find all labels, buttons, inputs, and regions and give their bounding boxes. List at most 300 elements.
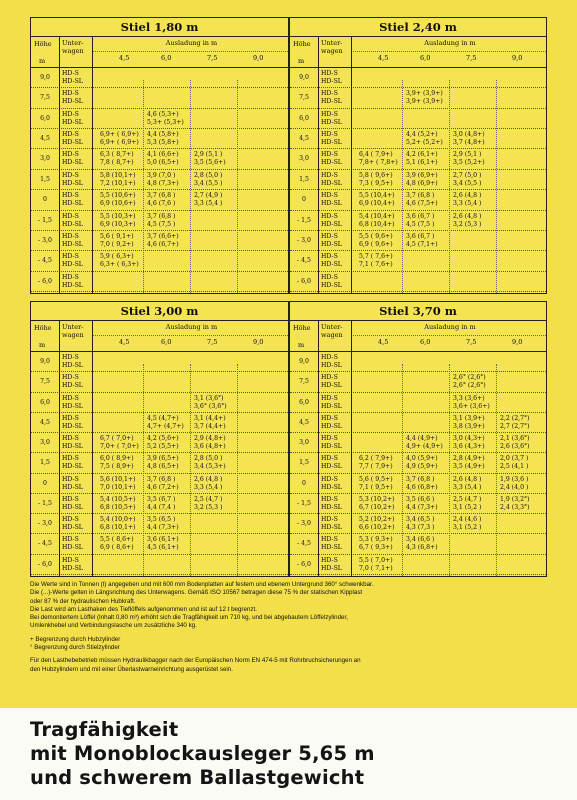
height-value: - 4,5	[297, 540, 311, 548]
header-radius: 9,0	[512, 338, 523, 346]
capacity-cell	[453, 395, 490, 411]
capacity-value: 3,5 (6,7 )	[147, 495, 176, 503]
undercarriage-type: HD-S	[62, 131, 79, 139]
undercarriage-type: HD-S	[321, 435, 338, 443]
table-body	[31, 68, 288, 292]
undercarriage-type: HD-S	[321, 556, 338, 564]
undercarriage-type: HD-S	[62, 192, 79, 200]
capacity-value: 3,0 (4,3+)	[453, 435, 485, 443]
capacity-cell	[194, 172, 222, 188]
table-row	[31, 211, 288, 231]
capacity-value: 6,3 ( 8,7+)	[100, 151, 134, 159]
capacity-value: 2,4 (4,0 )	[500, 483, 529, 491]
note-line: Die Werte sind in Tonnen (t) angegeben und mit 600 mm Bodenplatten auf festem und ebenem Untergrund 360° schwenkbar.	[30, 581, 374, 588]
capacity-value: 2,8 (4,9+)	[453, 455, 485, 463]
undercarriage-type: HD-S	[321, 495, 338, 503]
undercarriage-type: HD-S	[321, 354, 338, 361]
capacity-value: 3,5 (5,2+)	[453, 159, 485, 167]
capacity-cell	[500, 455, 528, 471]
capacity-cell	[147, 516, 179, 532]
capacity-value: 4,4 (7,3+)	[147, 524, 179, 532]
undercarriage-type: HD-S	[62, 253, 79, 261]
capacity-value: 6,9+ ( 6,9+)	[100, 131, 139, 139]
capacity-cell	[147, 476, 179, 492]
height-value: 1,5	[299, 459, 309, 467]
capacity-value: 3,1 (4,4+)	[194, 414, 226, 422]
capacity-value: 5,2+ (5,2+)	[406, 139, 443, 147]
capacity-value: 3,1 (5,2 )	[453, 503, 482, 511]
undercarriage-type: HD-SL	[321, 200, 342, 208]
height-value: - 6,0	[38, 560, 52, 568]
load-table	[30, 301, 289, 577]
undercarriage-type: HD-SL	[62, 118, 83, 126]
undercarriage-cell	[321, 557, 342, 573]
capacity-value: 7,0 ( 9,2+)	[100, 240, 134, 248]
capacity-value: 3,6 (4,8+)	[194, 443, 226, 451]
notes-block	[30, 581, 565, 674]
capacity-cell	[453, 151, 485, 167]
undercarriage-cell	[62, 557, 83, 573]
capacity-cell	[406, 516, 434, 532]
capacity-cell	[406, 131, 443, 147]
undercarriage-cell	[62, 415, 83, 431]
undercarriage-type: HD-S	[321, 131, 338, 139]
undercarriage-type: HD-SL	[62, 382, 83, 390]
capacity-cell	[359, 213, 395, 229]
capacity-value: 5,2 (5,5+)	[147, 443, 179, 451]
capacity-cell	[147, 192, 175, 208]
capacity-value: 2,6 (4,8 )	[453, 212, 482, 220]
capacity-value: 5,2 (10,2+)	[359, 516, 395, 524]
header-unterwagen	[62, 323, 84, 339]
undercarriage-type: HD-SL	[62, 483, 83, 491]
capacity-value: 3,5 (6,5 )	[147, 516, 176, 524]
undercarriage-type: HD-S	[321, 212, 338, 220]
capacity-cell	[194, 415, 226, 431]
header-unit-m: m	[298, 57, 305, 65]
capacity-cell	[406, 233, 438, 249]
header-ausladung: Ausladung in m	[424, 39, 476, 47]
capacity-value: 3,7 (6,8 )	[147, 192, 176, 200]
capacity-value: 4,4 (5,8+)	[147, 131, 179, 139]
capacity-cell	[359, 172, 393, 188]
capacity-value: 2,7 (4,9 )	[194, 192, 223, 200]
undercarriage-type: HD-S	[62, 273, 79, 281]
undercarriage-type: HD-S	[321, 110, 338, 118]
table-body	[290, 352, 546, 575]
height-value: - 3,0	[297, 520, 311, 528]
capacity-cell	[406, 172, 438, 188]
capacity-value: 3,9 (6,9+)	[406, 171, 438, 179]
undercarriage-cell	[62, 131, 83, 147]
undercarriage-type: HD-S	[321, 536, 338, 544]
undercarriage-type: HD-SL	[62, 402, 83, 410]
capacity-value: 4,3 (6,8+)	[406, 544, 438, 552]
table-row	[31, 555, 288, 575]
note-line: Die Last wird am Lasthaken des Tieflöffels aufgenommen und ist auf 12 t begrenzt.	[30, 605, 257, 613]
capacity-value: 4,9+ (4,9+)	[406, 443, 443, 451]
table-row	[290, 272, 546, 292]
height-value: 4,5	[40, 135, 50, 143]
capacity-cell	[359, 455, 393, 471]
undercarriage-type: HD-S	[62, 495, 79, 503]
capacity-value: 3,1 (3,9+)	[453, 414, 485, 422]
capacity-cell	[100, 536, 134, 552]
capacity-value: 5,1 (6,1+)	[406, 159, 438, 167]
undercarriage-cell	[321, 516, 342, 532]
capacity-value: 3,4 (5,5 )	[453, 179, 482, 187]
undercarriage-type: HD-SL	[62, 220, 83, 228]
capacity-value: 7,7 ( 7,9+)	[359, 463, 393, 471]
table-row	[290, 514, 546, 534]
height-value: 3,0	[40, 155, 50, 163]
height-value: 1,5	[40, 175, 50, 183]
undercarriage-type: HD-S	[321, 151, 338, 159]
undercarriage-type: HD-S	[321, 171, 338, 179]
capacity-cell	[406, 151, 438, 167]
undercarriage-type: HD-SL	[321, 483, 342, 491]
header-wagen: wagen	[62, 47, 84, 55]
undercarriage-cell	[321, 455, 342, 471]
height-value: 4,5	[40, 418, 50, 426]
capacity-cell	[100, 192, 136, 208]
capacity-value: 2,7 (5,0 )	[453, 171, 482, 179]
capacity-value: 3,9 (7,0 )	[147, 171, 176, 179]
height-value: 4,5	[299, 418, 309, 426]
capacity-value: 4,8 (6,9+)	[406, 179, 438, 187]
capacity-cell	[194, 151, 226, 167]
header-radius: 6,0	[161, 338, 172, 346]
undercarriage-cell	[321, 253, 342, 269]
height-value: 7,5	[40, 94, 50, 102]
capacity-value: 4,6 (5,3+)	[147, 110, 179, 118]
header-unter: Unter-	[62, 39, 84, 47]
undercarriage-type: HD-SL	[321, 422, 342, 430]
undercarriage-type: HD-SL	[321, 362, 342, 369]
capacity-value: 5,8 ( 9,6+)	[359, 171, 393, 179]
height-value: 6,0	[299, 398, 309, 406]
note-line: Bei demontiertem Löffel (Inhalt 0,80 m³) erhöht sich die Tragfähigkeit um 710 kg, und bei abgebautem Löffelzylinder,	[30, 614, 348, 622]
capacity-cell	[453, 192, 481, 208]
undercarriage-type: HD-S	[62, 536, 79, 544]
capacity-value: 5,5 ( 8,6+)	[100, 536, 134, 544]
undercarriage-type: HD-SL	[321, 98, 342, 106]
undercarriage-type: HD-S	[62, 90, 79, 98]
height-value: - 4,5	[38, 257, 52, 265]
header-hoehe: Höhe	[293, 324, 311, 332]
header-unterwagen	[321, 323, 343, 339]
capacity-value: 4,6 (6,8+)	[406, 483, 438, 491]
undercarriage-type: HD-S	[321, 273, 338, 281]
capacity-value: 6,8 (10,5+)	[100, 503, 136, 511]
undercarriage-type: HD-SL	[62, 159, 83, 167]
table-row	[290, 433, 546, 453]
capacity-value: 6,6 (10,2+)	[359, 524, 395, 532]
capacity-cell	[194, 395, 227, 411]
capacity-value: 3,3 (3,6+)	[453, 394, 485, 402]
capacity-value: 4,6 (7,5+)	[406, 200, 438, 208]
capacity-value: 3,2 (5,3 )	[453, 220, 482, 228]
capacity-value: 3,4 (6,6 )	[406, 536, 435, 544]
capacity-value: 4,4 (4,9+)	[406, 435, 438, 443]
capacity-value: 2,6° (2,6°)	[453, 382, 486, 390]
capacity-cell	[100, 455, 134, 471]
undercarriage-cell	[321, 213, 342, 229]
height-value: 9,0	[299, 74, 309, 81]
undercarriage-type: HD-S	[321, 475, 338, 483]
table-row	[31, 129, 288, 149]
capacity-value: 6,8 (10,1+)	[100, 524, 136, 532]
height-value: 9,0	[40, 74, 50, 81]
height-value: 3,0	[299, 439, 309, 447]
capacity-value: 6,9 (10,3+)	[100, 220, 136, 228]
capacity-value: 4,8 (6,5+)	[147, 463, 179, 471]
undercarriage-type: HD-S	[321, 232, 338, 240]
capacity-value: 3,9+ (3,9+)	[406, 98, 443, 106]
capacity-value: 5,5 ( 9,6+)	[359, 232, 393, 240]
capacity-value: 4,6 (7,2+)	[147, 483, 179, 491]
capacity-value: 6,7 ( 7,0+)	[100, 435, 134, 443]
header-radius: 7,5	[466, 338, 477, 346]
header-unter: Unter-	[62, 323, 84, 331]
undercarriage-cell	[321, 274, 342, 290]
table-row	[290, 211, 546, 231]
undercarriage-cell	[62, 455, 83, 471]
capacity-value: 7,5 ( 8,9+)	[100, 463, 134, 471]
undercarriage-cell	[321, 496, 342, 512]
height-value: 3,0	[40, 439, 50, 447]
undercarriage-type: HD-S	[321, 394, 338, 402]
table-row	[31, 453, 288, 473]
capacity-value: 3,1 (5,2 )	[453, 524, 482, 532]
capacity-value: 6,9+ ( 6,9+)	[100, 139, 139, 147]
capacity-cell	[453, 131, 485, 147]
undercarriage-type: HD-SL	[62, 564, 83, 572]
table-row	[31, 413, 288, 433]
capacity-value: 2,4 (4,6 )	[453, 516, 482, 524]
capacity-value: 3,7 (4,8+)	[453, 139, 485, 147]
capacity-cell	[453, 435, 485, 451]
height-value: - 1,5	[297, 499, 311, 507]
height-value: - 6,0	[297, 277, 311, 285]
header-radius: 6,0	[161, 54, 172, 62]
table-row	[290, 393, 546, 413]
capacity-value: 3,7 (6,8 )	[406, 475, 435, 483]
capacity-value: 5,0 (6,5+)	[147, 159, 179, 167]
height-value: - 4,5	[297, 257, 311, 265]
undercarriage-cell	[321, 435, 342, 451]
capacity-value: 6,0 ( 8,9+)	[100, 455, 134, 463]
capacity-value: 4,1 (6,6+)	[147, 151, 179, 159]
table-row	[31, 149, 288, 169]
undercarriage-cell	[62, 536, 83, 552]
capacity-value: 4,4 (7,3+)	[406, 503, 438, 511]
capacity-cell	[453, 455, 485, 471]
height-value: 4,5	[299, 135, 309, 143]
table-row	[290, 352, 546, 372]
capacity-cell	[100, 253, 139, 269]
header-radius: 9,0	[512, 54, 523, 62]
undercarriage-type: HD-S	[62, 455, 79, 463]
capacity-cell	[100, 476, 136, 492]
capacity-cell	[500, 415, 530, 431]
header-radius: 7,5	[207, 54, 218, 62]
undercarriage-type: HD-S	[62, 374, 79, 382]
capacity-value: 2,5 (4,7 )	[453, 495, 482, 503]
height-value: - 3,0	[38, 236, 52, 244]
capacity-value: 3,5 (4,9+)	[453, 463, 485, 471]
heading-line-1: Tragfähigkeit	[30, 718, 179, 741]
undercarriage-type: HD-S	[62, 435, 79, 443]
capacity-value: 2,4 (3,3°)	[500, 503, 530, 511]
header-wagen: wagen	[62, 331, 84, 339]
undercarriage-type: HD-S	[62, 110, 79, 118]
capacity-value: 6,2 ( 7,9+)	[359, 455, 393, 463]
capacity-value: 6,7 (10,2+)	[359, 503, 395, 511]
capacity-value: 3,7 (6,8 )	[406, 192, 435, 200]
capacity-value: 2,6 (4,8 )	[453, 475, 482, 483]
capacity-value: 5,6 ( 9,1+)	[100, 232, 134, 240]
height-value: 7,5	[299, 94, 309, 102]
undercarriage-cell	[62, 233, 83, 249]
capacity-value: 3,6 (4,3+)	[453, 443, 485, 451]
undercarriage-cell	[62, 172, 83, 188]
table-row	[290, 129, 546, 149]
table-row	[31, 109, 288, 129]
capacity-value: 5,4 (10,5+)	[100, 495, 136, 503]
header-unter: Unter-	[321, 39, 343, 47]
header-unterwagen	[62, 39, 84, 55]
header-radius: 4,5	[119, 338, 130, 346]
table-header	[31, 321, 288, 352]
capacity-cell	[453, 374, 486, 390]
table-header	[290, 321, 546, 352]
height-value: 9,0	[40, 358, 50, 365]
undercarriage-type: HD-S	[62, 232, 79, 240]
capacity-value: 3,7 (6,8 )	[147, 212, 176, 220]
capacity-cell	[147, 435, 179, 451]
capacity-value: 4,5 (7,5 )	[147, 220, 176, 228]
table-row	[31, 251, 288, 271]
capacity-cell	[453, 476, 481, 492]
capacity-value: 7,2 (10,1+)	[100, 179, 136, 187]
undercarriage-cell	[321, 233, 342, 249]
heading-band	[0, 708, 577, 800]
capacity-cell	[100, 131, 139, 147]
undercarriage-cell	[62, 253, 83, 269]
capacity-value: 5,3 (10,2+)	[359, 495, 395, 503]
capacity-value: 2,1 (3,6°)	[500, 435, 530, 443]
note-line: Für den Lasthebebetrieb müssen Hydraulikbagger nach der Europäischen Norm EN 474-5 mit Rohrbruchsicherungen an	[30, 657, 361, 665]
undercarriage-type: HD-SL	[62, 544, 83, 552]
table-row	[31, 494, 288, 514]
capacity-value: 3,8 (3,9+)	[453, 422, 485, 430]
undercarriage-cell	[62, 516, 83, 532]
load-table	[289, 17, 547, 294]
capacity-cell	[406, 476, 438, 492]
capacity-value: 4,5 (7,5 )	[406, 220, 435, 228]
undercarriage-type: HD-SL	[321, 503, 342, 511]
table-row	[290, 190, 546, 210]
height-value: 0	[43, 196, 47, 204]
table-row	[31, 534, 288, 554]
capacity-value: 5,6 (10,1+)	[100, 475, 136, 483]
undercarriage-type: HD-S	[62, 354, 79, 361]
capacity-value: 3,4 (6,5 )	[406, 516, 435, 524]
capacity-value: 7,8+ ( 7,8+)	[359, 159, 398, 167]
table-row	[31, 433, 288, 453]
capacity-value: 4,5 (7,1+)	[406, 240, 438, 248]
capacity-cell	[100, 213, 136, 229]
capacity-value: 3,7 (6,6+)	[147, 232, 179, 240]
capacity-cell	[359, 192, 395, 208]
capacity-cell	[406, 213, 434, 229]
table-row	[31, 393, 288, 413]
table-row	[290, 231, 546, 251]
height-value: - 6,0	[38, 277, 52, 285]
capacity-value: 2,9 (4,8+)	[194, 435, 226, 443]
header-ausladung: Ausladung in m	[424, 323, 476, 331]
capacity-value: 1,9 (3,6 )	[500, 475, 529, 483]
table-title: Stiel 3,00 m	[31, 302, 288, 321]
capacity-value: 6,9 ( 8,6+)	[100, 544, 134, 552]
capacity-cell	[406, 455, 438, 471]
capacity-cell	[359, 253, 393, 269]
capacity-cell	[194, 496, 222, 512]
table-row	[31, 68, 288, 88]
capacity-value: 3,1 (3,6°)	[194, 394, 224, 402]
capacity-cell	[194, 455, 226, 471]
table-row	[290, 251, 546, 271]
height-value: 1,5	[40, 459, 50, 467]
undercarriage-cell	[321, 374, 342, 390]
undercarriage-type: HD-S	[321, 70, 338, 77]
undercarriage-type: HD-S	[321, 253, 338, 261]
note-line: oder 87 % der hydraulischen Hubkraft.	[30, 597, 136, 605]
capacity-cell	[359, 151, 398, 167]
undercarriage-cell	[62, 476, 83, 492]
capacity-cell	[147, 151, 179, 167]
table-row	[290, 474, 546, 494]
header-ausladung: Ausladung in m	[165, 323, 218, 331]
capacity-value: 5,4 (10,0+)	[100, 516, 136, 524]
capacity-value: 4,5 (4,7+)	[147, 414, 179, 422]
header-unterwagen	[321, 39, 343, 55]
undercarriage-cell	[62, 90, 83, 106]
capacity-value: 2,6 (3,6°)	[500, 443, 530, 451]
undercarriage-type: HD-SL	[321, 402, 342, 410]
undercarriage-type: HD-SL	[62, 281, 83, 289]
capacity-value: 2,6 (4,8 )	[194, 475, 223, 483]
capacity-value: 4,5 (6,1+)	[147, 544, 179, 552]
capacity-cell	[147, 213, 175, 229]
table-row	[290, 109, 546, 129]
capacity-cell	[406, 192, 438, 208]
undercarriage-cell	[62, 354, 83, 370]
header-radius: 9,0	[253, 54, 264, 62]
capacity-cell	[359, 516, 395, 532]
table-row	[290, 149, 546, 169]
capacity-value: 2,2 (2,7°)	[500, 414, 530, 422]
height-value: 0	[43, 479, 47, 487]
capacity-value: 5,3 (5,8+)	[147, 139, 179, 147]
height-value: - 6,0	[297, 560, 311, 568]
heading-line-3: und schwerem Ballastgewicht	[30, 766, 365, 789]
header-unter: Unter-	[321, 323, 343, 331]
capacity-cell	[194, 476, 222, 492]
capacity-value: 2,8 (5,0 )	[194, 455, 223, 463]
capacity-cell	[453, 516, 481, 532]
